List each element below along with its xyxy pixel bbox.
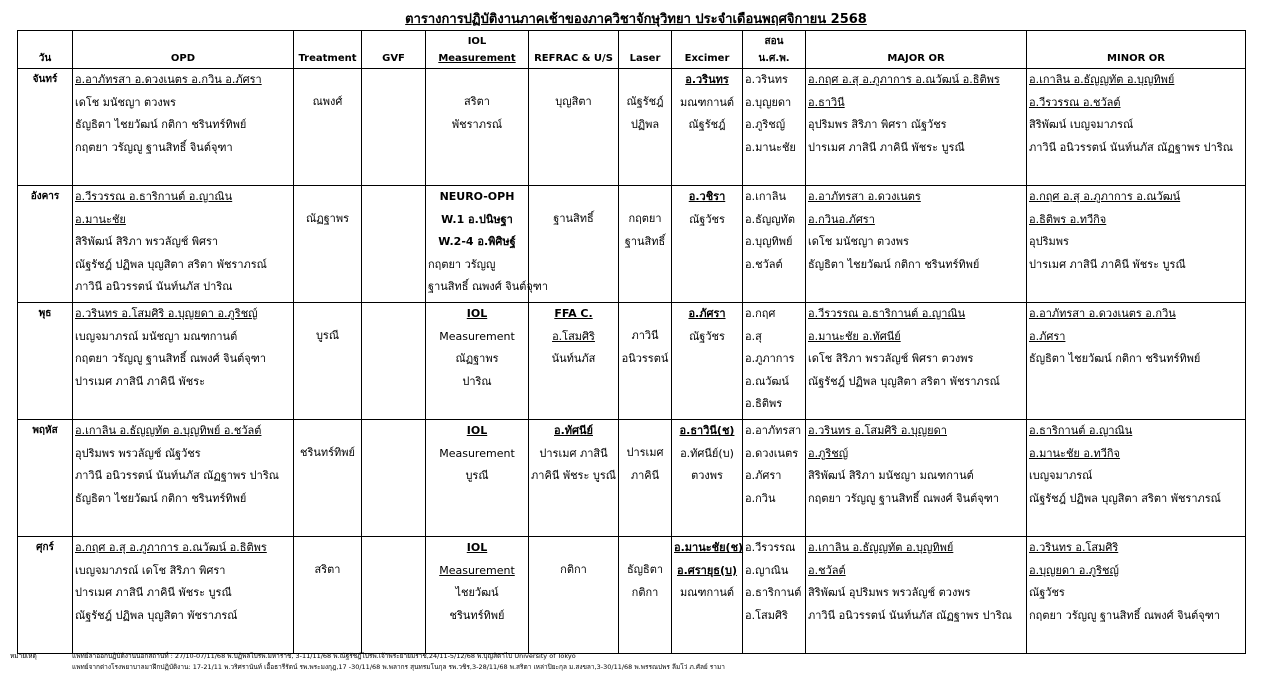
opd-cell (73, 420, 294, 537)
header-teach-line1: สอน (764, 36, 784, 47)
laser-line: อนิวรรตน์ (621, 351, 669, 365)
schedule-table (17, 30, 1246, 654)
teach-line: อ.กฤศ (745, 307, 776, 320)
opd-line: เดโช มนัชญา ตวงพร (75, 95, 176, 109)
minor-staff: อ.เกาลิน อ.ธัญญทัต อ.บุญทิพย์ (1029, 73, 1175, 86)
laser-line: ปฏิพล (630, 117, 660, 131)
day-row-wednesday (18, 303, 1246, 420)
teach-line: อ.บุญทิพย์ (745, 235, 793, 248)
refrac-line: อ.โสมศิริ (552, 329, 595, 343)
iol-cell (426, 537, 529, 654)
gvf-cell (362, 69, 426, 186)
major-staff: อ.กวินอ.ภัศรา (808, 212, 875, 226)
opd-staff: อ.วรินทร อ.โสมศิริ อ.บุญยดา อ.ภูริชญ์ (75, 307, 258, 320)
laser-line: ปารเมศ (626, 446, 664, 459)
refrac-line: อ.ทัศนีย์ (554, 424, 593, 437)
minor-staff: อ.อาภัทรสา อ.ดวงเนตร อ.กวิน (1029, 307, 1176, 320)
major-or-cell (806, 537, 1027, 654)
minor-staff: อ.บุญยดา อ.ภูริชญ์ (1029, 563, 1119, 577)
teach-line: อ.ภูภาการ (745, 352, 795, 365)
header-iol-line1: IOL (467, 36, 487, 47)
opd-staff: อ.เกาลิน อ.ธัญญทัต อ.บุญทิพย์ อ.ชวัลต์ (75, 424, 262, 437)
refrac-line: ปารเมศ ภาสินี (539, 446, 608, 460)
major-line: กฤตยา วรัญญู ฐานสิทธิ์ ณพงศ์ จินต์จุฑา (808, 491, 1000, 505)
opd-line: ปารเมศ ภาสินี ภาคินี พัชระ (75, 374, 206, 388)
gvf-cell (362, 186, 426, 303)
opd-staff: อ.กฤศ อ.สุ อ.ภูภาการ อ.ณวัฒน์ อ.ธิติพร (75, 541, 267, 554)
laser-cell (619, 69, 672, 186)
excimer-staff: อ.ศรายุธ(บ) (676, 563, 738, 577)
opd-line: ณัฐรัชฎ์ ปฏิพล บุญสิตา พัชราภรณ์ (75, 608, 238, 622)
gvf-cell (362, 303, 426, 420)
major-staff: อ.ชวัลต์ (808, 563, 846, 577)
page-title: ตารางการปฏิบัติงานภาคเช้าของภาควิชาจักษุวิทยา ประจำเดือนพฤศจิกายน 2568 (405, 12, 867, 27)
laser-line: กฤตยา (628, 212, 662, 225)
major-line: ธัญธิตา ไชยวัฒน์ กติกา ชรินทร์ทิพย์ (808, 257, 980, 271)
header-refrac: REFRAC & U/S (529, 31, 619, 69)
major-staff: อ.ธาวินี (808, 95, 845, 109)
refrac-line: บุญสิตา (555, 95, 592, 108)
teach-line: อ.สุ (745, 329, 762, 343)
laser-line: ฐานสิทธิ์ (624, 234, 666, 248)
day-row-tuesday (18, 186, 1246, 303)
refrac-cell (529, 420, 619, 537)
opd-line: ธัญธิตา ไชยวัฒน์ กติกา ชรินทร์ทิพย์ (75, 491, 247, 505)
major-or-cell (806, 186, 1027, 303)
teach-line: อ.ณวัฒน์ (745, 374, 789, 388)
teach-line: อ.ธิติพร (745, 397, 783, 410)
refrac-line: กติกา (560, 563, 587, 576)
note-line-1: แพทย์ลาออกปฏิบัติงานนอกสถานที่ : 27/10-07/11/68 พ.ปฏิพลไปรพ.มหาราช, 3-11/11/68 พ.ณัฐรัชฎ์ไปรพ.เจ้าพระยายมราช,24/11-5/12/68 พ.บุญสิตาไป University of Tokyo (72, 652, 576, 660)
header-treatment: Treatment (294, 31, 362, 69)
minor-line: เบญจมาภรณ์ (1029, 469, 1093, 482)
day-label: พุธ (18, 303, 73, 420)
major-line: อุปริมพร สิริภา พิศรา ณัฐวัชร (808, 118, 947, 131)
header-teach (743, 31, 806, 69)
day-row-monday (18, 69, 1246, 186)
opd-line: เบญจมาภรณ์ มนัชญา มณฑกานต์ (75, 329, 238, 343)
teach-cell (743, 420, 806, 537)
header-teach-line2: น.ศ.พ. (758, 53, 790, 64)
teach-cell (743, 303, 806, 420)
teach-line: อ.วรินทร (745, 73, 788, 86)
major-or-cell (806, 420, 1027, 537)
laser-cell (619, 303, 672, 420)
excimer-line: มณฑกานต์ (679, 586, 735, 599)
excimer-cell (672, 420, 743, 537)
refrac-cell (529, 537, 619, 654)
opd-line: สิริพัฒน์ สิริภา พรวลัญช์ พิศรา (75, 235, 219, 248)
teach-line: อ.ญาณิน (745, 563, 789, 577)
excimer-line: ณัฐรัชฎ์ (688, 118, 726, 131)
refrac-line: FFA C. (554, 307, 593, 320)
excimer-line: ตวงพร (691, 469, 723, 482)
teach-line: อ.ดวงเนตร (745, 446, 799, 460)
treatment-name: ณพงศ์ (312, 95, 343, 108)
minor-line: สิริพัฒน์ เบญจมาภรณ์ (1029, 118, 1134, 131)
teach-line: อ.อาภัทรสา (745, 424, 802, 437)
treatment-name: สริตา (314, 563, 341, 576)
gvf-cell (362, 420, 426, 537)
iol-line: สริตา (464, 95, 490, 108)
opd-cell (73, 537, 294, 654)
laser-cell (619, 186, 672, 303)
major-or-cell (806, 69, 1027, 186)
laser-line: ธัญธิตา (626, 563, 664, 576)
minor-or-cell (1027, 420, 1246, 537)
iol-line: Measurement (439, 329, 515, 343)
laser-line: กติกา (631, 585, 659, 599)
opd-line: ธัญธิตา ไชยวัฒน์ กติกา ชรินทร์ทิพย์ (75, 118, 247, 131)
opd-staff: อ.มานะชัย (75, 212, 126, 226)
refrac-line: ฐานสิทธิ์ (553, 212, 594, 225)
refrac-line: นันท์นภัส (551, 352, 596, 365)
opd-line: กฤตยา วรัญญู ฐานสิทธิ์ ณพงศ์ จินต์จุฑา (75, 352, 267, 365)
excimer-staff: อ.วชิรา (688, 190, 726, 203)
iol-cell (426, 420, 529, 537)
teach-cell (743, 537, 806, 654)
iol-line: IOL (466, 307, 488, 320)
iol-line: ปาริณ (462, 374, 492, 388)
minor-staff: อ.วีรวรรณ อ.ชวัลต์ (1029, 95, 1121, 109)
teach-line: อ.ภัศรา (745, 469, 782, 482)
major-line: ภาวินี อนิวรรตน์ นันท์นภัส ณัฏฐาพร ปาริณ (808, 608, 1012, 622)
minor-line: ภาวินี อนิวรรตน์ นันท์นภัส ณัฏฐาพร ปาริณ (1029, 140, 1233, 154)
opd-cell (73, 69, 294, 186)
minor-staff: อ.ธิติพร อ.ทวีกิจ (1029, 212, 1107, 226)
iol-line: IOL (466, 424, 488, 437)
iol-line: W.2-4 อ.พิศิษฐ์ (438, 235, 516, 248)
minor-line: ธัญธิตา ไชยวัฒน์ กติกา ชรินทร์ทิพย์ (1029, 352, 1201, 365)
minor-or-cell (1027, 303, 1246, 420)
header-iol (426, 31, 529, 69)
minor-staff: อ.กฤศ อ.สุ อ.ภูภาการ อ.ณวัฒน์ (1029, 190, 1181, 203)
treatment-cell (294, 303, 362, 420)
minor-line: ณัฐวัชร (1029, 586, 1065, 599)
teach-cell (743, 186, 806, 303)
major-line: ปารเมศ ภาสินี ภาคินี พัชระ บูรณี (808, 140, 965, 154)
major-staff: อ.เกาลิน อ.ธัญญทัต อ.บุญทิพย์ (808, 541, 954, 554)
treatment-name: บูรณี (315, 329, 340, 342)
minor-line: ณัฐรัชฎ์ ปฏิพล บุญสิตา สริตา พัชราภรณ์ (1029, 491, 1221, 505)
iol-line: IOL (466, 541, 488, 554)
excimer-staff: อ.ภัศรา (688, 307, 726, 320)
minor-or-cell (1027, 537, 1246, 654)
teach-cell (743, 69, 806, 186)
teach-line: อ.มานะชัย (745, 140, 796, 154)
major-line: ณัฐรัชฎ์ ปฏิพล บุญสิตา สริตา พัชราภรณ์ (808, 374, 1000, 388)
treatment-cell (294, 537, 362, 654)
header-row (18, 31, 1246, 69)
header-major-or: MAJOR OR (806, 31, 1027, 69)
iol-cell (426, 303, 529, 420)
minor-staff: อ.วรินทร อ.โสมศิริ (1029, 541, 1119, 554)
header-excimer: Excimer (672, 31, 743, 69)
opd-line: ภาวินี อนิวรรตน์ นันท์นภัส ณัฏฐาพร ปาริณ (75, 469, 279, 482)
minor-or-cell (1027, 69, 1246, 186)
teach-line: อ.โสมศิริ (745, 608, 788, 622)
opd-line: อุปริมพร พรวลัญช์ ณัฐวัชร (75, 446, 201, 460)
iol-line: W.1 อ.ปนิษฐา (441, 212, 513, 226)
day-label: อังคาร (18, 186, 73, 303)
day-label: จันทร์ (18, 69, 73, 186)
header-gvf: GVF (362, 31, 426, 69)
minor-line: กฤตยา วรัญญู ฐานสิทธิ์ ณพงศ์ จินต์จุฑา (1029, 608, 1221, 622)
iol-line: ฐานสิทธิ์ ณพงศ์ จินต์จุฑา (428, 280, 549, 293)
opd-line: ภาวินี อนิวรรตน์ นันท์นภัส ปาริณ (75, 280, 233, 293)
opd-staff: อ.อาภัทรสา อ.ดวงเนตร อ.กวิน อ.ภัศรา (75, 73, 262, 86)
excimer-line: อ.ทัศนีย์(บ) (680, 446, 734, 460)
excimer-line: ณัฐวัชร (689, 212, 725, 226)
excimer-staff: อ.ธาวินี(ช) (679, 424, 735, 437)
iol-line: ไชยวัฒน์ (455, 586, 499, 599)
excimer-staff: อ.วรินทร (685, 73, 729, 86)
teach-line: อ.บุญยดา (745, 95, 792, 109)
excimer-line: ณัฐวัชร (689, 329, 725, 343)
opd-line: เบญจมาภรณ์ เดโช สิริภา พิศรา (75, 563, 226, 577)
note-line-2: แพทย์จากต่างโรงพยาบาลมาฝึกปฏิบัติงาน: 17-21/11 พ.วริศรานันท์ เอื้อธารีรัตน์ รพ.พระมงกุฎ,17 -30/11/68 พ.พลากร สุนทรมโนกุล รพ.วชิร,3-28/11/68 พ.สริตา เหล่าปิยะกุล ม.สงขลา,3-30/11/68 พ.พรรณปพร ลีมโว่ ภ.ศัลย์ รามา (72, 663, 725, 671)
iol-line: กฤตยา วรัญญู (428, 257, 496, 271)
teach-line: อ.กวิน (745, 491, 776, 505)
iol-line: Measurement (439, 563, 515, 577)
treatment-cell (294, 69, 362, 186)
major-line: สิริพัฒน์ อุปริมพร พรวลัญช์ ตวงพร (808, 586, 971, 599)
excimer-cell (672, 303, 743, 420)
laser-line: ณัฐรัชฎ์ (626, 95, 664, 108)
opd-line: ปารเมศ ภาสินี ภาคินี พัชระ บูรณี (75, 586, 232, 599)
major-line: เดโช มนัชญา ตวงพร (808, 235, 909, 248)
laser-cell (619, 537, 672, 654)
teach-line: อ.วีรวรรณ (745, 541, 796, 554)
teach-line: อ.เกาลิน (745, 190, 786, 203)
teach-line: อ.ธัญญทัต (745, 212, 795, 226)
major-staff: อ.อาภัทรสา อ.ดวงเนตร (808, 190, 921, 203)
opd-cell (73, 303, 294, 420)
laser-line: ภาวินี (631, 329, 659, 342)
excimer-cell (672, 537, 743, 654)
iol-line: บูรณี (465, 469, 489, 482)
teach-line: อ.ชวัลต์ (745, 257, 783, 271)
iol-line: Measurement (439, 446, 515, 460)
refrac-cell (529, 69, 619, 186)
iol-line: ณัฏฐาพร (455, 352, 499, 365)
major-staff: อ.กฤศ อ.สุ อ.ภูภาการ อ.ณวัฒน์ อ.ธิติพร (808, 73, 1000, 86)
treatment-cell (294, 420, 362, 537)
opd-cell (73, 186, 294, 303)
laser-cell (619, 420, 672, 537)
minor-line: อุปริมพร (1029, 235, 1069, 248)
refrac-cell (529, 303, 619, 420)
major-line: สิริพัฒน์ สิริภา มนัชญา มณฑกานต์ (808, 469, 974, 482)
major-or-cell (806, 303, 1027, 420)
iol-cell (426, 69, 529, 186)
treatment-name: ชรินทร์ทิพย์ (300, 446, 355, 459)
excimer-staff: อ.มานะชัย(ช) (674, 541, 744, 554)
treatment-cell (294, 186, 362, 303)
opd-line: กฤตยา วรัญญู ฐานสิทธิ์ จินต์จุฑา (75, 140, 233, 154)
neuro-oph-label: NEURO-OPH (439, 190, 515, 203)
minor-staff: อ.มานะชัย อ.ทวีกิจ (1029, 446, 1121, 460)
excimer-cell (672, 186, 743, 303)
major-staff: อ.วีรวรรณ อ.ธาริกานต์ อ.ญาณิน (808, 307, 966, 320)
major-staff: อ.มานะชัย อ.ทัศนีย์ (808, 329, 901, 343)
opd-line: ณัฐรัชฎ์ ปฏิพล บุญสิตา สริตา พัชราภรณ์ (75, 257, 267, 271)
minor-line: ปารเมศ ภาสินี ภาคินี พัชระ บูรณี (1029, 257, 1186, 271)
day-row-thursday (18, 420, 1246, 537)
notes-label: หมายเหตุ (10, 652, 37, 660)
iol-line: พัชราภรณ์ (451, 117, 503, 131)
minor-or-cell (1027, 186, 1246, 303)
excimer-line: มณฑกานต์ (679, 95, 735, 109)
gvf-cell (362, 537, 426, 654)
header-laser: Laser (619, 31, 672, 69)
major-staff: อ.ภูริชญ์ (808, 446, 849, 460)
opd-staff: อ.วีรวรรณ อ.ธาริกานต์ อ.ญาณิน (75, 190, 233, 203)
treatment-name: ณัฏฐาพร (306, 212, 349, 225)
day-row-friday (18, 537, 1246, 654)
excimer-cell (672, 69, 743, 186)
iol-line: ชรินทร์ทิพย์ (449, 608, 505, 622)
teach-line: อ.ธาริกานต์ (745, 586, 802, 599)
refrac-line: ภาคินี พัชระ บูรณี (531, 469, 616, 482)
major-line: เดโช สิริภา พรวลัญช์ พิศรา ตวงพร (808, 352, 974, 365)
day-label: พฤหัส (18, 420, 73, 537)
header-opd: OPD (73, 31, 294, 69)
minor-staff: อ.ธาริกานต์ อ.ญาณิน (1029, 424, 1133, 437)
header-day: วัน (18, 31, 73, 69)
header-iol-line2: Measurement (438, 53, 516, 64)
day-label: ศุกร์ (18, 537, 73, 654)
header-minor-or: MINOR OR (1027, 31, 1246, 69)
teach-line: อ.ภูริชญ์ (745, 118, 786, 131)
major-staff: อ.วรินทร อ.โสมศิริ อ.บุญยดา (808, 424, 947, 437)
iol-cell (426, 186, 549, 303)
laser-line: ภาคินี (630, 468, 660, 482)
minor-staff: อ.ภัศรา (1029, 329, 1066, 343)
